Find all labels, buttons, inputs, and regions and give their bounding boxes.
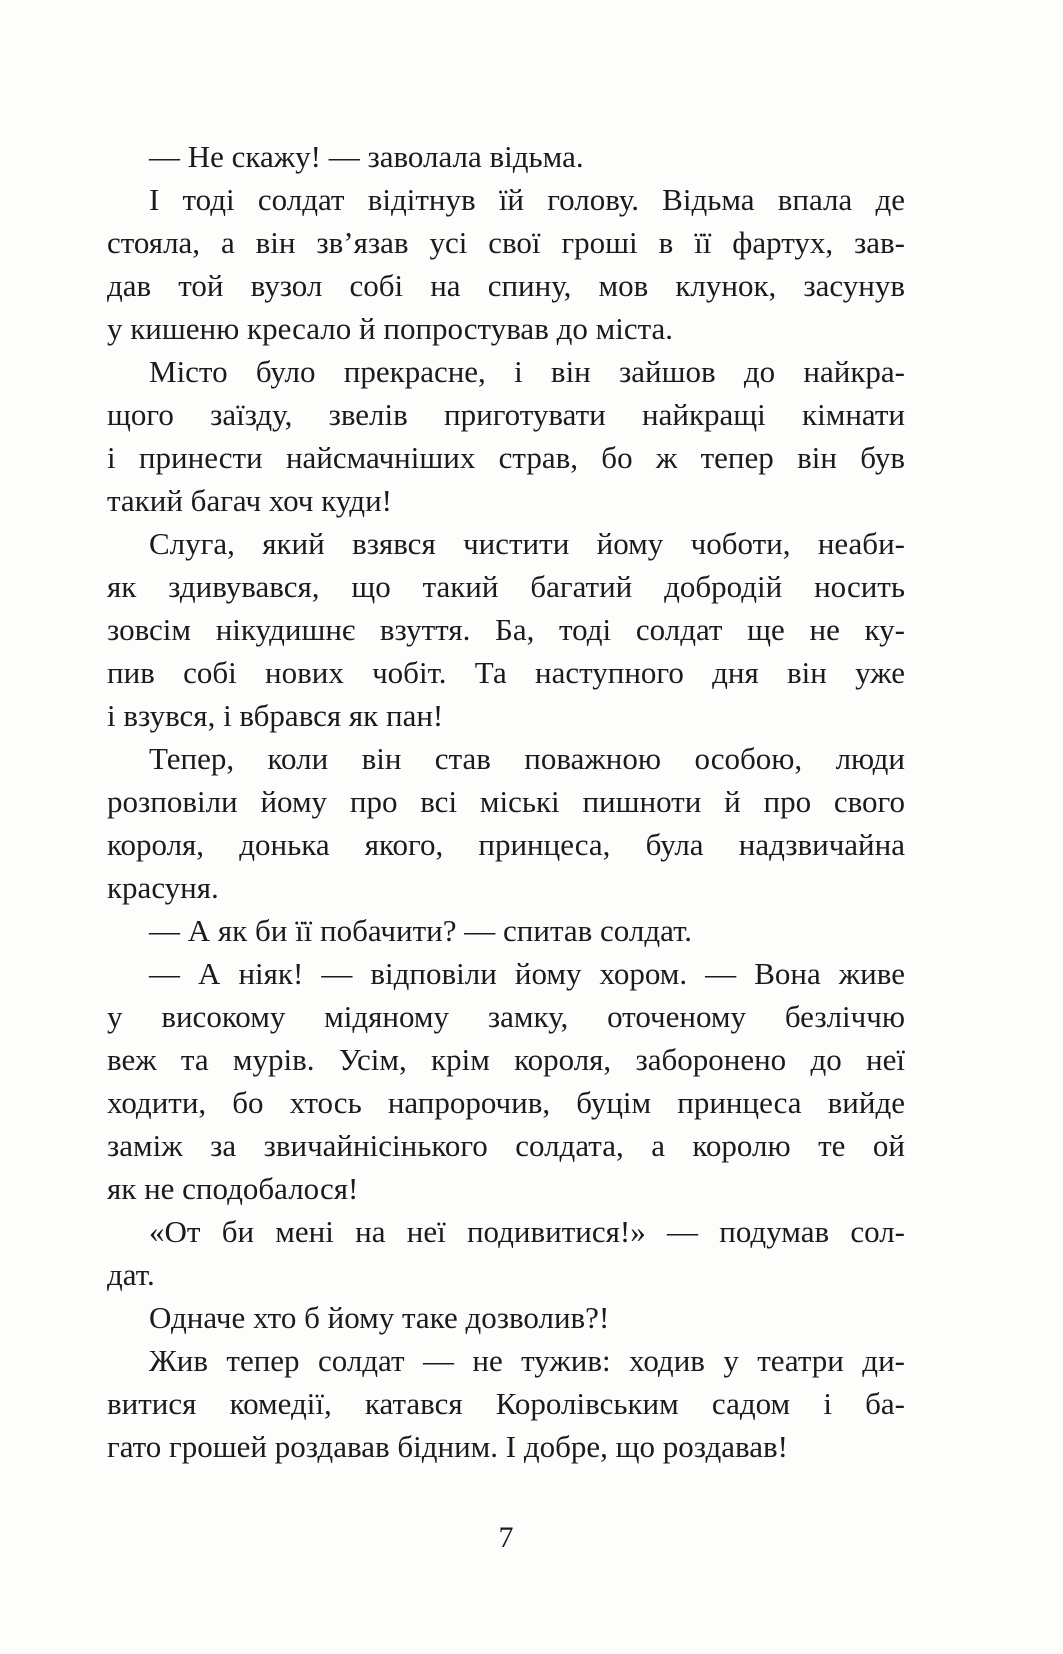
text-line: зовсім нікудишнє взуття. Ба, тоді солдат ще не ку- bbox=[107, 612, 905, 647]
text-line: у кишеню кресало й попростував до міста. bbox=[107, 311, 674, 346]
paragraph bbox=[107, 909, 905, 952]
text-line: — Не скажу! — заволала відьма. bbox=[149, 139, 584, 174]
text-line: і взувся, і вбрався як пан! bbox=[107, 698, 444, 733]
text-line: і принести найсмачніших страв, бо ж тепер він був bbox=[107, 440, 905, 475]
text-line: стояла, а він зв’язав усі свої гроші в її фартух, зав- bbox=[107, 225, 905, 260]
paragraph bbox=[107, 1339, 905, 1468]
paragraph bbox=[107, 350, 905, 522]
text-line: веж та мурів. Усім, крім короля, заборонено до неї bbox=[107, 1042, 905, 1077]
text-line: Місто було прекрасне, і він зайшов до найкра- bbox=[149, 354, 905, 389]
text-line: — А ніяк! — відповіли йому хором. — Вона живе bbox=[149, 956, 905, 991]
text-line: гато грошей роздавав бідним. І добре, що роздавав! bbox=[107, 1429, 788, 1464]
text-line: як не сподобалося! bbox=[107, 1171, 359, 1206]
text-line: Тепер, коли він став поважною особою, люди bbox=[149, 741, 905, 776]
text-line: дав той вузол собі на спину, мов клунок, засунув bbox=[107, 268, 905, 303]
text-line: — А як би її побачити? — спитав солдат. bbox=[149, 913, 693, 948]
text-line: дат. bbox=[107, 1257, 155, 1292]
paragraph bbox=[107, 1296, 905, 1339]
text-line: Одначе хто б йому таке дозволив?! bbox=[149, 1300, 610, 1335]
text-line: ходити, бо хтось напророчив, буцім принцеса вийде bbox=[107, 1085, 905, 1120]
paragraph bbox=[107, 737, 905, 909]
text-line: як здивувався, що такий багатий добродій носить bbox=[107, 569, 905, 604]
text-line: Слуга, який взявся чистити йому чоботи, неаби- bbox=[149, 526, 905, 561]
text-line: красуня. bbox=[107, 870, 219, 905]
text-line: витися комедії, катався Королівським садом і ба- bbox=[107, 1386, 905, 1421]
paragraph bbox=[107, 952, 905, 1210]
text-line: І тоді солдат відітнув їй голову. Відьма впала де bbox=[149, 182, 905, 217]
paragraph bbox=[107, 1210, 905, 1296]
paragraph bbox=[107, 135, 905, 178]
text-line: короля, донька якого, принцеса, була надзвичайна bbox=[107, 827, 905, 862]
text-line: щого заїзду, звелів приготувати найкращі кімнати bbox=[107, 397, 905, 432]
paragraph bbox=[107, 522, 905, 737]
text-line: такий багач хоч куди! bbox=[107, 483, 392, 518]
text-line: заміж за звичайнісінького солдата, а королю те ой bbox=[107, 1128, 905, 1163]
text-line: у високому мідяному замку, оточеному безліччю bbox=[107, 999, 905, 1034]
text-line: «От би мені на неї подивитися!» — подумав сол- bbox=[149, 1214, 905, 1249]
text-line: розповіли йому про всі міські пишноти й про свого bbox=[107, 784, 905, 819]
page-text bbox=[107, 135, 905, 1468]
page-number: 7 bbox=[498, 1521, 514, 1554]
text-line: пив собі нових чобіт. Та наступного дня він уже bbox=[107, 655, 905, 690]
text-line: Жив тепер солдат — не тужив: ходив у театри ди- bbox=[149, 1343, 905, 1378]
paragraph bbox=[107, 178, 905, 350]
